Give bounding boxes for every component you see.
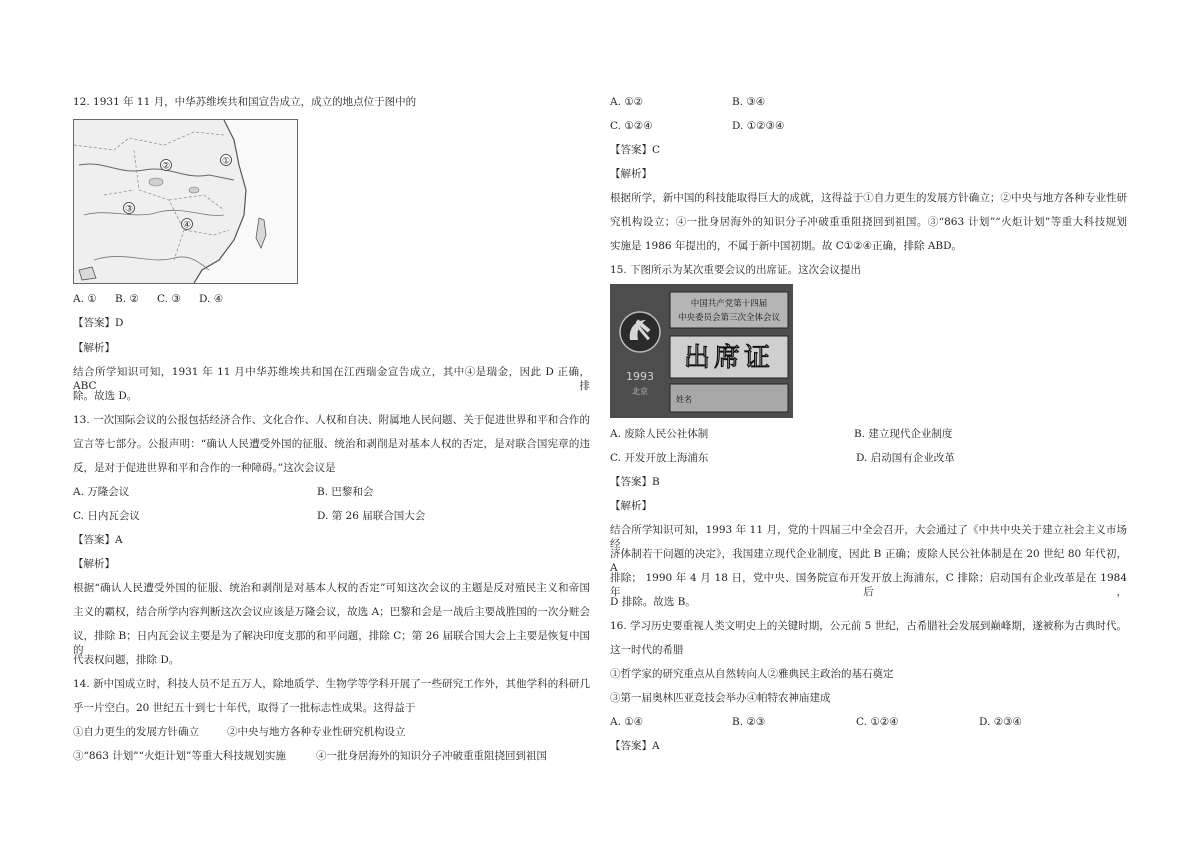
q14-option-b: B. ③④ [732, 96, 766, 108]
q15-attendance-card-image [610, 284, 793, 418]
q12-answer: 【答案】D [73, 317, 124, 329]
card-line1: 中国共产党第十四届 [690, 299, 768, 309]
q16-stem-line: 这一时代的希腊 [610, 644, 684, 656]
q14-option-c: C. ①②④ [610, 120, 653, 132]
card-place: 北京 [632, 387, 648, 396]
q15-analysis-line: 济体制若干问题的决定》，我国建立现代企业制度，因此 B 正确；废除人民公社体制是在 20 世纪 80 年代初，A [610, 548, 1127, 574]
q15-option-d: D. 启动国有企业改革 [856, 452, 955, 464]
q13-option-b: B. 巴黎和会 [317, 486, 374, 498]
q12-option-b: B. ② [115, 293, 139, 305]
q12-analysis-line: 结合所学知识可知，1931 年 11 月中华苏维埃共和国在江西瑞金宣告成立，其中④是瑞金，因此 D 正确，ABC 排 [73, 366, 590, 392]
q15-option-b: B. 建立现代企业制度 [854, 428, 953, 440]
q14-analysis-line: 根据所学，新中国的科技能取得巨大的成就，这得益于①自力更生的发展方针确立；②中央与地方各种专业性研 [610, 192, 1127, 204]
q13-stem-line: 13. 一次国际会议的公报包括经济合作、文化合作、人权和自决、附属地人民问题、关于促进世界和平和合作的 [73, 414, 590, 426]
q14-option-a: A. ①② [610, 96, 644, 108]
q16-option-a: A. ①④ [610, 716, 644, 728]
q16-option-d: D. ②③④ [979, 716, 1022, 728]
q13-analysis-line: 议，排除 B；日内瓦会议主要是为了解决印度支那的和平问题，排除 C；第 26 届联合国大会上主要是恢复中国的 [73, 630, 590, 656]
q13-answer: 【答案】A [73, 534, 123, 546]
q15-analysis-line: 排除； 1990 年 4 月 18 日，党中央、国务院宣布开发开放上海浦东，C 排除；启动国有企业改革是在 1984 年后， [610, 572, 1127, 598]
q16-answer: 【答案】A [610, 740, 660, 752]
q16-option-c: C. ①②④ [856, 716, 899, 728]
q13-analysis-line: 主义的霸权，结合所学内容判断这次会议应该是万隆会议，故选 A；巴黎和会是一战后主要战胜国的一次分赃会 [73, 606, 590, 618]
map-marker-3: ③ [124, 204, 134, 215]
q15-analysis-label: 【解析】 [610, 500, 652, 512]
map-marker-2: ② [161, 161, 171, 172]
q16-option-b: B. ②③ [732, 716, 766, 728]
q15-answer: 【答案】B [610, 476, 660, 488]
q13-analysis-line: 代表权问题，排除 D。 [73, 654, 180, 666]
q12-option-a: A. ① [73, 293, 97, 305]
q14-analysis-label: 【解析】 [610, 168, 652, 180]
q15-option-a: A. 废除人民公社体制 [610, 428, 709, 440]
q15-stem: 15. 下图所示为某次重要会议的出席证。这次会议提出 [610, 264, 862, 276]
card-name-label: 姓名 [676, 395, 692, 404]
q16-item-line: ①哲学家的研究重点从自然转向人②雅典民主政治的基石奠定 [610, 668, 894, 680]
q14-option-d: D. ①②③④ [732, 120, 785, 132]
card-line2: 中央委员会第三次全体会议 [677, 313, 781, 323]
q14-stem-line: 乎一片空白。20 世纪五十到七十年代，取得了一批标志性成果。这得益于 [73, 702, 416, 714]
q12-analysis-label: 【解析】 [73, 342, 115, 354]
q14-item: ②中央与地方各种专业性研究机构设立 [227, 726, 406, 738]
q13-option-d: D. 第 26 届联合国大会 [317, 510, 426, 522]
q16-stem-line: 16. 学习历史要重视人类文明史上的关键时期，公元前 5 世纪，古希腊社会发展到巅峰期，遂被称为古典时代。 [610, 620, 1127, 632]
q12-option-d: D. ④ [199, 293, 224, 305]
q14-analysis-line: 究机构设立；④一批身居海外的知识分子冲破重重阻挠回到祖国。③“863 计划”“火炬计划”等重大科技规划 [610, 216, 1127, 228]
q15-analysis-line: D 排除。故选 B。 [610, 596, 696, 608]
q13-option-c: C. 日内瓦会议 [73, 510, 140, 522]
q14-stem-line: 14. 新中国成立时，科技人员不足五万人，除地质学、生物学等学科开展了一些研究工作外，其他学科的科研几 [73, 678, 590, 690]
q12-map-image [73, 119, 298, 284]
map-marker-1: ① [221, 156, 231, 167]
party-emblem-icon [620, 312, 660, 352]
q13-option-a: A. 万隆会议 [73, 486, 130, 498]
q13-analysis-label: 【解析】 [73, 558, 115, 570]
q15-analysis-line: 结合所学知识可知，1993 年 11 月，党的十四届三中全会召开，大会通过了《中共中央关于建立社会主义市场经 [610, 524, 1127, 550]
china-southeast-map-icon [74, 120, 297, 283]
q15-option-c: C. 开发开放上海浦东 [610, 452, 709, 464]
q12-stem: 12. 1931 年 11 月，中华苏维埃共和国宣告成立，成立的地点位于图中的 [73, 96, 417, 108]
q14-item: ③“863 计划”“火炬计划”等重大科技规划实施 [73, 750, 286, 762]
q16-item-line: ③第一届奥林匹亚竞技会举办④帕特农神庙建成 [610, 692, 831, 704]
card-year: 1993 [626, 370, 654, 383]
q12-option-c: C. ③ [157, 293, 181, 305]
map-marker-4: ④ [182, 220, 192, 231]
q13-stem-line: 宣言等七部分。公报声明：“确认人民遭受外国的征服、统治和剥削是对基本人权的否定，是对联合国宪章的违 [73, 438, 590, 450]
q14-item: ①自力更生的发展方针确立 [73, 726, 199, 738]
card-title: 出席证 [683, 343, 775, 373]
q13-analysis-line: 根据“确认人民遭受外国的征服、统治和剥削是对基本人权的否定”可知这次会议的主题是反对殖民主义和帝国 [73, 582, 590, 594]
q13-stem-line: 反，是对于促进世界和平和合作的一种障碍。”这次会议是 [73, 462, 336, 474]
q14-answer: 【答案】C [610, 144, 661, 156]
q12-analysis-line: 除。故选 D。 [73, 390, 138, 402]
q14-item: ④一批身居海外的知识分子冲破重重阻挠回到祖国 [316, 750, 547, 762]
q14-analysis-line: 实施是 1986 年提出的，不属于新中国初期。故 C①②④正确，排除 ABD。 [610, 240, 963, 252]
